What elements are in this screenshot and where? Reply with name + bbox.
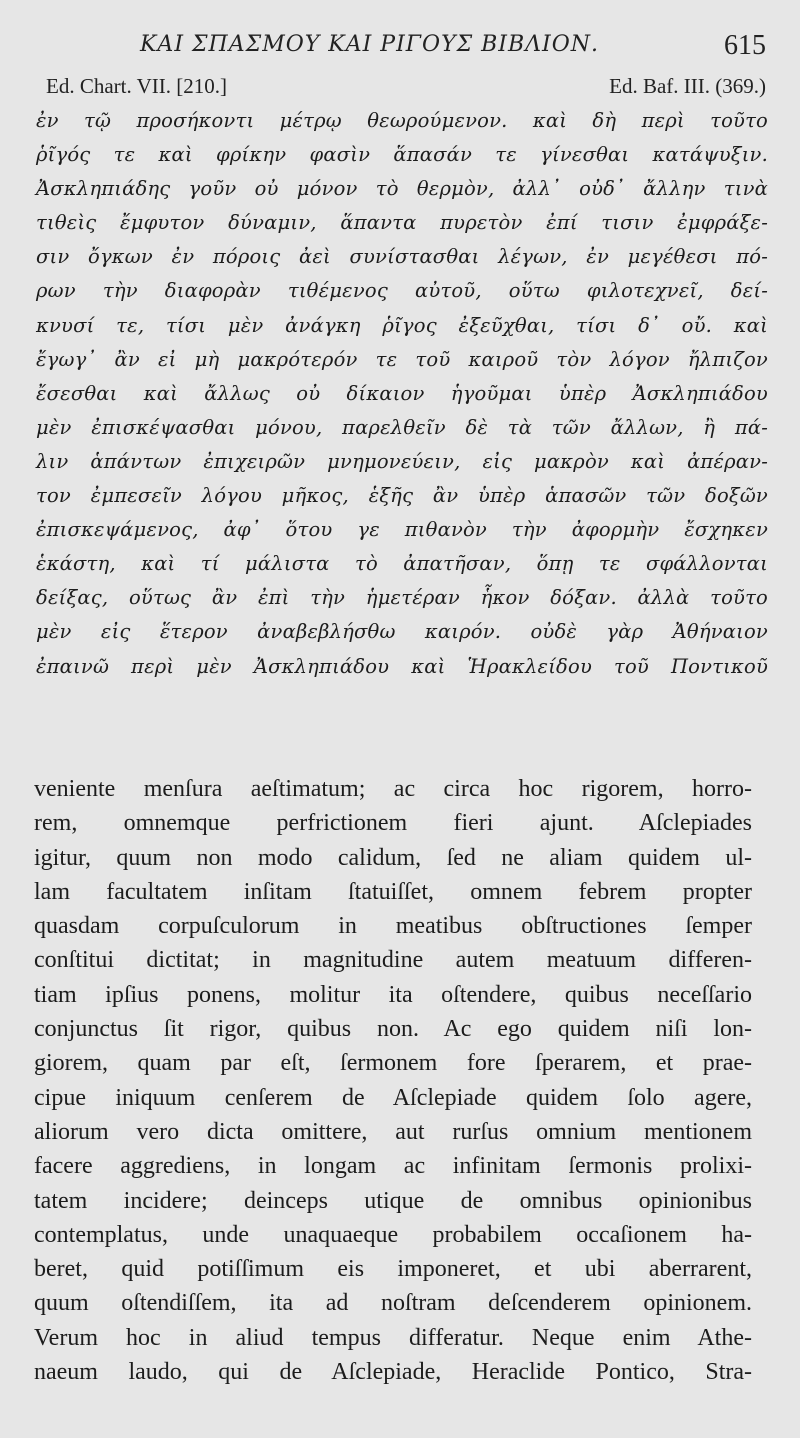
greek-text-line: ἐπισκεψάμενος, ἀφ᾽ ὅτου γε πιθανὸν τὴν ἀφορμὴν ἔσχηκεν (36, 518, 768, 542)
latin-text-line: tiam ipſius ponens, molitur ita oſtendere, quibus neceſſario (34, 981, 752, 1008)
greek-text-line: σιν ὄγκων ἐν πόροις ἀεὶ συνίστασθαι λέγων, ἐν μεγέθεσι πό- (36, 245, 768, 269)
latin-text-line: giorem, quam par eſt, ſermonem fore ſperarem, et prae- (34, 1050, 752, 1077)
latin-text-line: igitur, quum non modo calidum, ſed ne aliam quidem ul- (34, 844, 752, 871)
greek-text-line: ἐπαινῶ περὶ μὲν Ἀσκληπιάδου καὶ Ἡρακλείδου τοῦ Ποντικοῦ (36, 654, 768, 678)
greek-text-line: ῥῖγός τε καὶ φρίκην φασὶν ἅπασάν τε γίνεσθαι κατάψυξιν. (36, 143, 768, 167)
latin-text-line: quasdam corpuſculorum in meatibus obſtructiones ſemper (34, 913, 752, 940)
latin-text-line: tatem incidere; deinceps utique de omnibus opinionibus (34, 1187, 752, 1214)
latin-text-line: contemplatus, unde unaquaeque probabilem occaſionem ha- (34, 1221, 752, 1248)
greek-text-line: ἔσεσθαι καὶ ἄλλως οὐ δίκαιον ἡγοῦμαι ὑπὲρ Ἀσκληπιάδου (36, 381, 768, 405)
edition-reference-basel: Ed. Baf. III. (369.) (609, 74, 766, 98)
edition-reference-chartier: Ed. Chart. VII. [210.] (46, 74, 227, 98)
latin-text-line: naeum laudo, qui de Aſclepiade, Heraclide Pontico, Stra- (34, 1359, 752, 1386)
greek-text-line: κνυσί τε, τίσι μὲν ἀνάγκη ῥῖγος ἐξεῦχθαι, τίσι δ᾽ οὔ. καὶ (36, 313, 768, 337)
latin-text-line: quum oſtendiſſem, ita ad noſtram deſcenderem opinionem. (34, 1290, 752, 1317)
latin-text-line: rem, omnemque perfrictionem fieri ajunt. Aſclepiades (34, 810, 752, 837)
greek-text-line: δείξας, οὕτως ἂν ἐπὶ τὴν ἡμετέραν ἧκον δόξαν. ἀλλὰ τοῦτο (36, 586, 768, 610)
latin-text-line: beret, quid potiſſimum eis imponeret, et ubi aberrarent, (34, 1256, 752, 1283)
latin-text-line: aliorum vero dicta omittere, aut rurſus omnium mentionem (34, 1118, 752, 1145)
edition-references (36, 74, 766, 104)
greek-text-line: τιθεὶς ἔμφυτον δύναμιν, ἅπαντα πυρετὸν ἐπί τισιν ἐμφράξε- (36, 211, 768, 235)
latin-text-line: facere aggrediens, in longam ac infinitam ſermonis prolixi- (34, 1153, 752, 1180)
greek-text-line: τον ἐμπεσεῖν λόγου μῆκος, ἑξῆς ἂν ὑπὲρ ἁπασῶν τῶν δοξῶν (36, 484, 768, 508)
greek-text-line: ἔγωγ᾽ ἂν εἰ μὴ μακρότερόν τε τοῦ καιροῦ τὸν λόγον ἤλπιζον (36, 347, 768, 371)
latin-text-line: conjunctus ſit rigor, quibus non. Ac ego quidem niſi lon- (34, 1016, 752, 1043)
greek-text-line: μὲν εἰς ἕτερον ἀναβεβλήσθω καιρόν. οὐδὲ γὰρ Ἀθήναιον (36, 620, 768, 644)
latin-text-line: Verum hoc in aliud tempus differatur. Neque enim Athe- (34, 1324, 752, 1351)
running-header (0, 30, 800, 70)
latin-text-line: conſtitui dictitat; in magnitudine autem meatuum differen- (34, 947, 752, 974)
latin-text-line: cipue iniquum cenſerem de Aſclepiade quidem ſolo agere, (34, 1084, 752, 1111)
latin-text-line: lam facultatem inſitam ſtatuiſſet, omnem febrem propter (34, 878, 752, 905)
running-title: ΚΑΙ ΣΠΑΣΜΟΥ ΚΑΙ ΡΙΓΟΥΣ ΒΙΒΛΙΟΝ. (140, 32, 600, 57)
greek-text-block (36, 104, 768, 684)
greek-text-line: λιν ἁπάντων ἐπιχειρῶν μνημονεύειν, εἰς μακρὸν καὶ ἀπέραν- (36, 449, 768, 473)
latin-text-line: veniente menſura aeſtimatum; ac circa hoc rigorem, horro- (34, 776, 752, 802)
greek-text-line: ἐν τῷ προσήκοντι μέτρῳ θεωρούμενον. καὶ δὴ περὶ τοῦτο (36, 109, 768, 132)
greek-text-line: ρων τὴν διαφορὰν τιθέμενος αὐτοῦ, οὕτω φιλοτεχνεῖ, δεί- (36, 279, 768, 303)
greek-text-line: μὲν ἐπισκέψασθαι μόνου, παρελθεῖν δὲ τὰ τῶν ἄλλων, ἢ πά- (36, 415, 768, 439)
latin-text-block (34, 772, 752, 1389)
greek-text-line: Ἀσκληπιάδης γοῦν οὐ μόνον τὸ θερμὸν, ἀλλ᾽ οὐδ᾽ ἄλλην τινὰ (36, 177, 768, 201)
page-number: 615 (724, 30, 766, 61)
greek-text-line: ἑκάστη, καὶ τί μάλιστα τὸ ἀπατῆσαν, ὅπῃ τε σφάλλονται (36, 552, 768, 576)
